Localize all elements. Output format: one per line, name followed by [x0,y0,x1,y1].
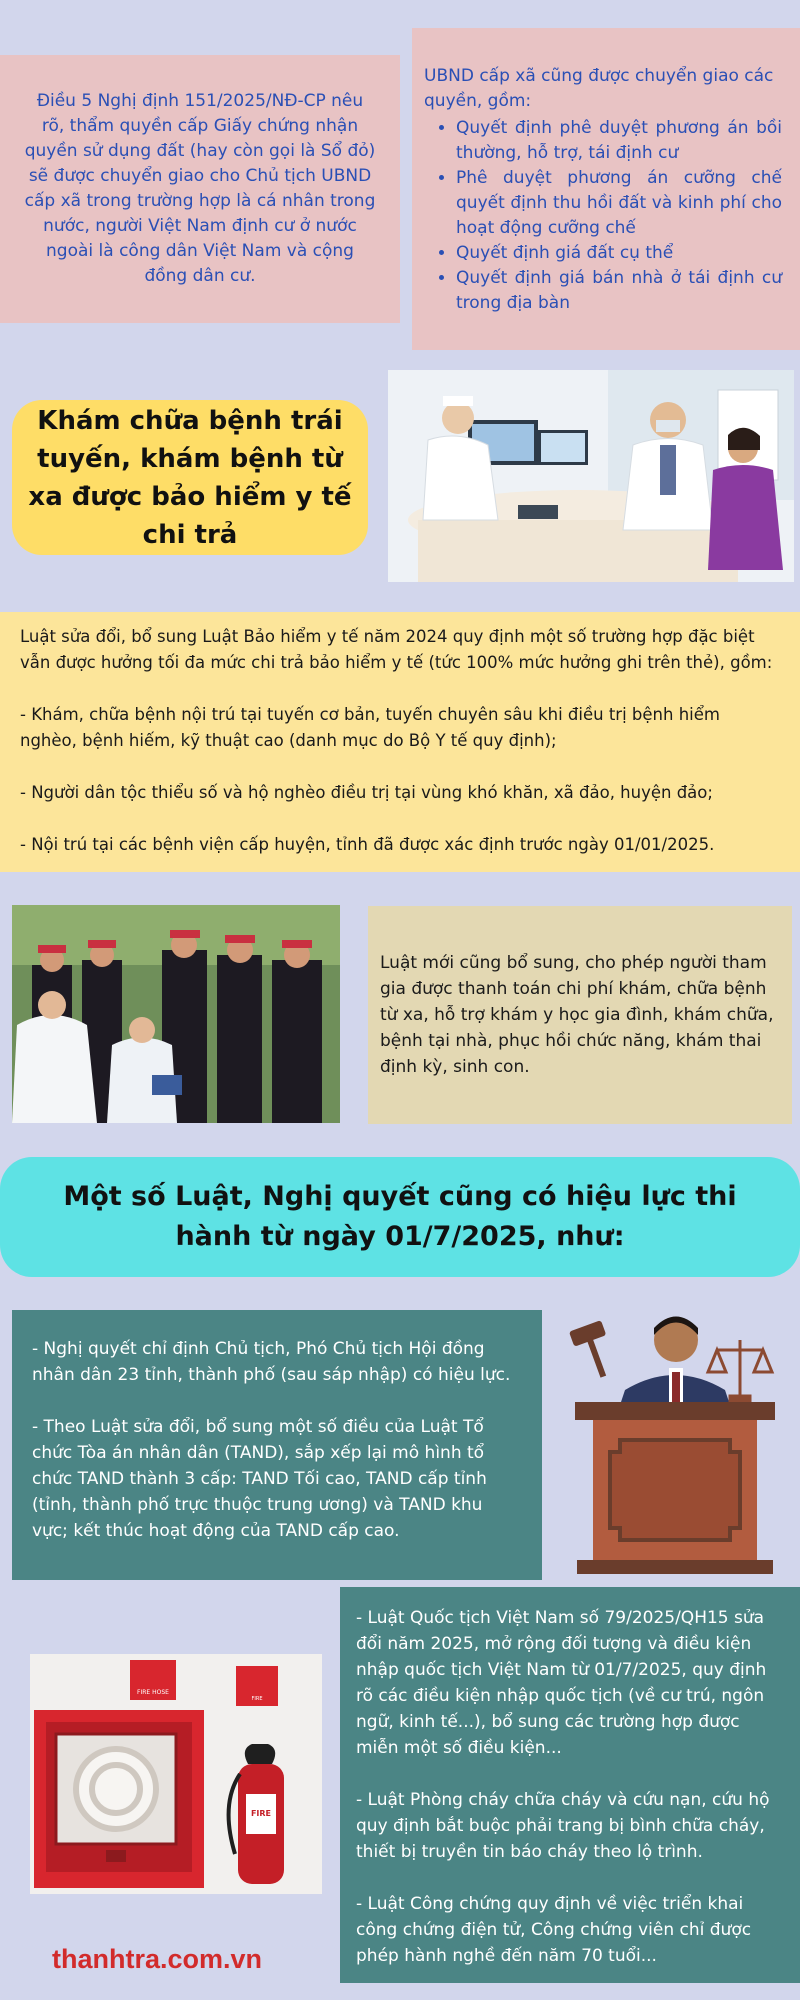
telehealth-text: Luật mới cũng bổ sung, cho phép người tham gia được thanh toán chi phí khám, chữa bệnh từ xa, hỗ trợ khám y học gia đình, khám chữa, bệnh tại nhà, phục hồi chức năng, khám thai định kỳ, sinh con. [380,953,774,1077]
health-insurance-title-box [12,400,368,555]
fire-safety-equipment-photo [30,1654,322,1894]
court-reform-paragraph: - Nghị quyết chỉ định Chủ tịch, Phó Chủ tịch Hội đồng nhân dân 23 tỉnh, thành phố (sau sáp nhập) có hiệu lực. [32,1339,511,1385]
doctor-consultation-photo [388,370,794,582]
effective-laws-title-box [0,1157,800,1277]
health-insurance-paragraph: - Khám, chữa bệnh nội trú tại tuyến cơ bản, tuyến chuyên sâu khi điều trị bệnh hiểm nghèo, bệnh hiếm, kỹ thuật cao (danh mục do Bộ Y tế quy định); [20,705,720,750]
commune-powers-box [412,28,800,350]
extinguisher-sign-text: FIRE [251,1696,263,1702]
health-insurance-paragraph: - Người dân tộc thiểu số và hộ nghèo điều trị tại vùng khó khăn, xã đảo, huyện đảo; [20,783,713,802]
health-insurance-paragraph: - Nội trú tại các bệnh viện cấp huyện, tỉnh đã được xác định trước ngày 01/01/2025. [20,835,715,854]
commune-powers-intro: UBND cấp xã cũng được chuyển giao các quyền, gồm: [424,66,774,111]
telehealth-box [368,906,792,1124]
other-laws-paragraph: - Luật Phòng cháy chữa cháy và cứu nạn, cứu hộ quy định bắt buộc phải trang bị bình chữa cháy, thiết bị truyền tin báo cháy theo lộ trình. [356,1790,770,1862]
list-item: • Phê duyệt phương án cưỡng chế quyết định thu hồi đất và kinh phí cho hoạt động cưỡng chế [456,166,782,241]
gavel-icon [569,1320,619,1382]
extinguisher-label-text: FIRE [250,1809,272,1818]
court-reform-paragraph: - Theo Luật sửa đổi, bổ sung một số điều của Luật Tổ chức Tòa án nhân dân (TAND), sắp xếp lại mô hình tổ chức TAND thành 3 cấp: TAND Tối cao, TAND cấp tỉnh (tỉnh, thành phố trực thuộc trung ương) và TAND khu vực; kết thúc hoạt động của TAND cấp cao. [32,1417,487,1541]
other-laws-paragraph: - Luật Quốc tịch Việt Nam số 79/2025/QH15 sửa đổi năm 2025, mở rộng đối tượng và điều kiện nhập quốc tịch Việt Nam từ 01/7/2025, quy định rõ các điều kiện nhập quốc tịch (về cư trú, ngôn ngữ, kinh tế...), bổ sung các trường hợp được miễn một số điều kiện... [356,1608,767,1758]
health-insurance-paragraph: Luật sửa đổi, bổ sung Luật Bảo hiểm y tế năm 2024 quy định một số trường hợp đặc biệt vẫn được hưởng tối đa mức chi trả bảo hiểm y tế (tức 100% mức hưởng ghi trên thẻ), gồm: [20,627,773,672]
other-laws-box [340,1587,800,1983]
medical-checkup-group-photo [12,905,340,1123]
brand-logo-text: thanhtra.com.vn [52,1944,263,1974]
effective-laws-title: Một số Luật, Nghị quyết cũng có hiệu lực thi hành từ ngày 01/7/2025, như: [63,1181,737,1252]
other-laws-paragraph: - Luật Công chứng quy định về việc triển khai công chứng điện tử, Công chứng viên chỉ được phép hành nghề đến năm 70 tuổi... [356,1894,752,1966]
land-certificate-box [0,55,400,323]
list-item: • Quyết định giá bán nhà ở tái định cư trong địa bàn [456,266,782,316]
commune-powers-list [456,116,782,316]
health-insurance-title: Khám chữa bệnh trái tuyến, khám bệnh từ xa được bảo hiểm y tế chi trả [28,405,352,550]
land-certificate-text: Điều 5 Nghị định 151/2025/NĐ-CP nêu rõ, thẩm quyền cấp Giấy chứng nhận quyền sử dụng đất (hay còn gọi là Sổ đỏ) sẽ được chuyển giao cho Chủ tịch UBND cấp xã trong trường hợp là cá nhân trong nước, người Việt Nam định cư ở nước ngoài là công dân Việt Nam và cộng đồng dân cư. [24,91,376,286]
list-item: • Quyết định phê duyệt phương án bồi thường, hỗ trợ, tái định cư [456,116,782,166]
judge-at-podium-icon [565,1280,785,1580]
fire-hose-sign-text: FIRE HOSE [137,1689,169,1696]
court-reform-box [12,1310,542,1580]
list-item: • Quyết định giá đất cụ thể [456,241,782,266]
health-insurance-details-box [0,612,800,872]
